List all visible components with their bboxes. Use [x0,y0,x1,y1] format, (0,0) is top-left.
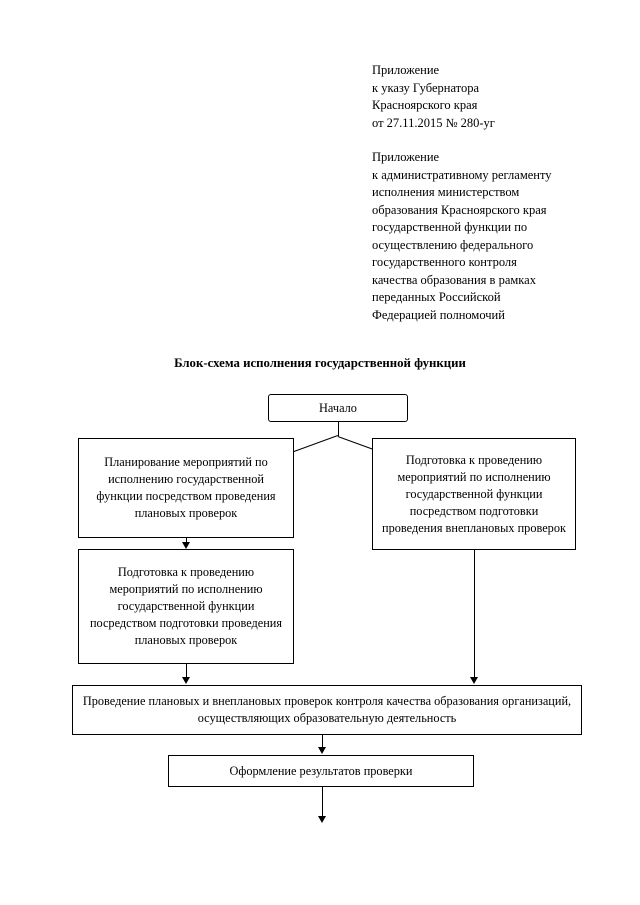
appendix-regulation-line-4: образования Красноярского края [372,202,547,217]
appendix-decree-line-2: к указу Губернатора [372,80,480,95]
node-start [268,394,408,422]
node-prep-scheduled [78,549,294,664]
node-prep-unscheduled-label: Подготовка к проведению мероприятий по исполнению государственной функции посредством подготовки проведения внеплановых проверок [382,452,566,535]
appendix-regulation-line-6: осуществлению федерального [372,237,534,252]
node-conduct-label: Проведение плановых и внеплановых проверок контроля качества образования организаций, осуществляющих образовательную деятельность [82,694,572,725]
node-planning [78,438,294,538]
connector-prep-scheduled-to-conduct [186,664,187,678]
node-prep-scheduled-label: Подготовка к проведению мероприятий по исполнению государственной функции посредством подготовки проведения плановых проверок [89,565,283,647]
appendix-regulation-line-1: Приложение [372,150,440,164]
node-start-label: Начало [319,400,357,415]
appendix-decree-line-4: от 27.11.2015 № 280-уг [372,115,495,130]
appendix-regulation-line-5: государственной функции по [372,220,528,234]
arrow-planning-to-prep-scheduled [182,542,190,549]
appendix-regulation-line-8: качества образования в рамках [372,272,536,287]
header-text-block [372,62,612,324]
appendix-regulation-paragraph [372,149,612,324]
appendix-regulation-line-9: переданных Российской [372,290,501,304]
arrow-conduct-to-results [318,747,326,754]
arrow-prep-scheduled-to-conduct [182,677,190,684]
arrow-prep-unscheduled-to-conduct [470,677,478,684]
appendix-regulation-line-10: Федерацией полномочий [372,307,505,322]
arrow-results-to-next [318,816,326,823]
appendix-decree-paragraph [372,62,612,132]
connector-results-to-next [322,787,323,817]
node-results [168,755,474,787]
appendix-regulation-line-2: к административному регламенту [372,167,552,182]
node-planning-label: Планирование мероприятий по исполнению государственной функции посредством проведения плановых проверок [96,455,276,520]
appendix-regulation-line-3: исполнения министерством [372,185,520,199]
node-prep-unscheduled [372,438,576,550]
connector-start-stem [338,422,339,436]
node-conduct [72,685,582,735]
appendix-decree-line-1: Приложение [372,63,440,77]
connector-prep-unscheduled-to-conduct [474,550,475,678]
diagram-title: Блок-схема исполнения государственной функции [174,356,466,370]
appendix-regulation-line-7: государственного контроля [372,255,517,269]
appendix-decree-line-3: Красноярского края [372,98,478,112]
node-results-label: Оформление результатов проверки [229,763,413,778]
